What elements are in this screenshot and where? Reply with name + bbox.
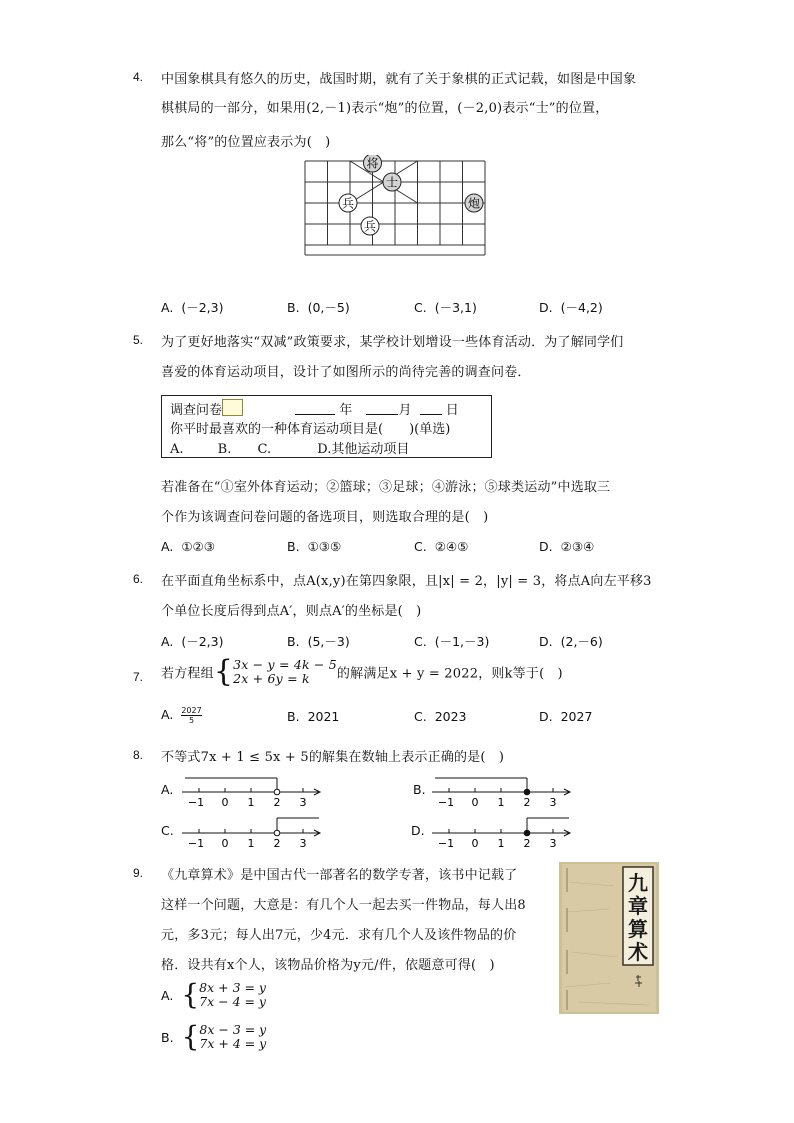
q9-option-b[interactable]: B. { 8x − 3 = y 7x + 4 = y [161, 1020, 267, 1053]
svg-text:0: 0 [221, 837, 229, 850]
jiang-piece [364, 155, 382, 172]
q6-number: 6. [133, 572, 144, 586]
q7-eq2: 2x + 6y = k [233, 671, 310, 686]
q9-optB-brace: { [181, 1020, 200, 1053]
q9-text-line1: 《九章算术》是中国古代一部著名的数学专著，该书中记载了 [161, 868, 518, 883]
q6-option-a[interactable]: A. (－2,3) [161, 634, 224, 649]
q7-optA-numerator: 2027 [181, 706, 202, 715]
q5-option-b[interactable]: B. ①③⑤ [287, 539, 342, 554]
q9-optB-eq1: 8x − 3 = y [199, 1022, 267, 1037]
q8-label-a[interactable]: A. [161, 782, 174, 797]
q4-option-c[interactable]: C. (－3,1) [414, 300, 477, 315]
day-blank [420, 401, 442, 415]
q6-option-b[interactable]: B. (5,－3) [287, 634, 350, 649]
survey-opt-d: D.其他运动项目 [317, 442, 410, 457]
svg-text:1: 1 [247, 796, 255, 809]
svg-text:2: 2 [273, 796, 281, 809]
svg-text:2: 2 [273, 837, 281, 850]
svg-text:−1: −1 [437, 837, 455, 850]
q6-option-c[interactable]: C. (－1,－3) [414, 634, 490, 649]
svg-text:1: 1 [247, 837, 255, 850]
q4-option-d[interactable]: D. (－4,2) [539, 300, 603, 315]
q7-brace: { [213, 654, 234, 689]
q7-text [161, 654, 563, 689]
svg-text:0: 0 [471, 837, 479, 850]
svg-text:3: 3 [299, 837, 307, 850]
q9-number: 9. [133, 866, 144, 880]
survey-yellow-box [222, 399, 243, 416]
q9-optB-eq2: 7x + 4 = y [199, 1036, 267, 1051]
bing-piece-1 [339, 194, 357, 212]
q7-eq1: 3x − y = 4k − 5 [233, 657, 337, 672]
pao-label: 炮 [467, 196, 481, 211]
q7-prefix: 若方程组 [161, 666, 214, 682]
survey-title: 调查问卷 [170, 403, 223, 418]
q7-suffix: 的解满足x + y = 2022，则k等于( ) [336, 666, 563, 682]
q6-text-line1: 在平面直角坐标系中，点A(x,y)在第四象限，且|x| = 2，|y| = 3，将点A向左平移3 [161, 574, 652, 589]
survey-opt-c: C. [257, 442, 272, 457]
q5-number: 5. [133, 333, 144, 347]
q5-text-line1: 为了更好地落实“双减”政策要求，某学校计划增设一些体育活动．为了解同学们 [161, 335, 624, 350]
q8-text-line1: 不等式7x + 1 ≤ 5x + 5的解集在数轴上表示正确的是( ) [161, 750, 505, 765]
q8-label-b[interactable]: B. [413, 782, 426, 797]
book-title-char-2: 章 [628, 894, 648, 918]
svg-text:2: 2 [523, 837, 531, 850]
jiuzhang-book-cover-image [559, 862, 659, 1014]
q7-number: 7. [133, 670, 144, 684]
q7-optA-denominator: 5 [188, 716, 195, 725]
chess-board-figure [300, 155, 490, 260]
svg-text:0: 0 [221, 796, 229, 809]
q5-option-c[interactable]: C. ②④⑤ [414, 539, 469, 554]
svg-text:−1: −1 [187, 796, 205, 809]
q4-number: 4. [133, 70, 144, 84]
svg-text:−1: −1 [187, 837, 205, 850]
q4-text-line3: 那么“将”的位置应表示为( ) [161, 135, 331, 150]
q6-text-line2: 个单位长度后得到点A′，则点A′的坐标是( ) [161, 604, 422, 619]
q4-text-line1: 中国象棋具有悠久的历史，战国时期，就有了关于象棋的正式记载，如图是中国象 [161, 72, 637, 87]
q7-system [233, 658, 337, 686]
q9-optA-eq1: 8x + 3 = y [199, 980, 266, 995]
svg-text:1: 1 [497, 796, 505, 809]
svg-text:3: 3 [549, 837, 557, 850]
survey-form-box [161, 395, 492, 458]
month-blank [366, 401, 398, 415]
q6-option-d[interactable]: D. (2,－6) [539, 634, 603, 649]
q7-option-a[interactable]: A. $\frac{2027}{5}$ [161, 706, 202, 725]
svg-text:3: 3 [549, 796, 557, 809]
bing1-label: 兵 [341, 196, 355, 211]
shi-label: 士 [385, 175, 399, 190]
book-title-char-3: 算 [628, 917, 648, 941]
survey-question: 你平时最喜欢的一种体育运动项目是( )(单选) [170, 422, 451, 437]
q4-option-a[interactable]: A. (－2,3) [161, 300, 224, 315]
survey-opt-a: A. [170, 442, 184, 457]
jiang-label: 将 [366, 156, 379, 171]
q5-text-line2: 喜爱的体育运动项目，设计了如图所示的尚待完善的调查问卷． [161, 365, 531, 380]
shi-piece [383, 173, 401, 191]
q9-optA-eq2: 7x − 4 = y [199, 994, 266, 1009]
q5-option-d[interactable]: D. ②③④ [539, 539, 595, 554]
survey-opt-b: B. [217, 442, 232, 457]
svg-text:3: 3 [299, 796, 307, 809]
svg-text:1: 1 [497, 837, 505, 850]
pao-piece [465, 194, 483, 212]
bing-piece-2 [361, 217, 379, 235]
svg-text:−1: −1 [437, 796, 455, 809]
q8-label-d[interactable]: D. [411, 823, 425, 838]
q9-text-line3: 元，多3元；每人出7元，少4元．求有几个人及该件物品的价 [161, 928, 517, 943]
q9-option-a[interactable]: A. { 8x + 3 = y 7x − 4 = y [161, 978, 266, 1011]
q5-option-a[interactable]: A. ①②③ [161, 539, 215, 554]
q5-text-line4: 个作为该调查问卷问题的备选项目，则选取合理的是( ) [161, 510, 489, 525]
number-line-a[interactable] [180, 770, 325, 810]
q8-label-c[interactable]: C. [161, 823, 174, 838]
survey-header-row [170, 399, 459, 418]
q7-option-b[interactable]: B. 2021 [287, 709, 340, 724]
q9-optA-brace: { [181, 978, 200, 1011]
q7-option-c[interactable]: C. 2023 [414, 709, 467, 724]
book-title-char-1: 九 [628, 871, 648, 895]
survey-month: 月 [398, 403, 412, 418]
q4-option-b[interactable]: B. (0,－5) [287, 300, 350, 315]
number-line-c[interactable] [180, 812, 325, 852]
number-line-b[interactable] [430, 770, 575, 810]
number-line-d[interactable] [430, 812, 575, 852]
q9-text-line2: 这样一个问题，大意是：有几个人一起去买一件物品，每人出8 [161, 898, 526, 913]
q8-number: 8. [133, 748, 144, 762]
survey-year: 年 [339, 403, 353, 418]
book-title-char-4: 术 [628, 940, 648, 964]
q5-text-line3: 若准备在“①室外体育运动；②篮球；③足球；④游泳；⑤球类运动”中选取三 [161, 480, 611, 495]
survey-options-row [170, 438, 409, 457]
q4-text-line2: 棋棋局的一部分，如果用(2,－1)表示“炮”的位置，(－2,0)表示“士”的位置， [161, 101, 609, 116]
q7-option-d[interactable]: D. 2027 [539, 709, 593, 724]
svg-text:0: 0 [471, 796, 479, 809]
bing2-label: 兵 [363, 219, 377, 234]
q9-text-line4: 格．设共有x个人，该物品价格为y元/件，依题意可得( ) [161, 958, 495, 973]
survey-day: 日 [445, 403, 459, 418]
year-blank [295, 401, 335, 415]
svg-text:2: 2 [523, 796, 531, 809]
